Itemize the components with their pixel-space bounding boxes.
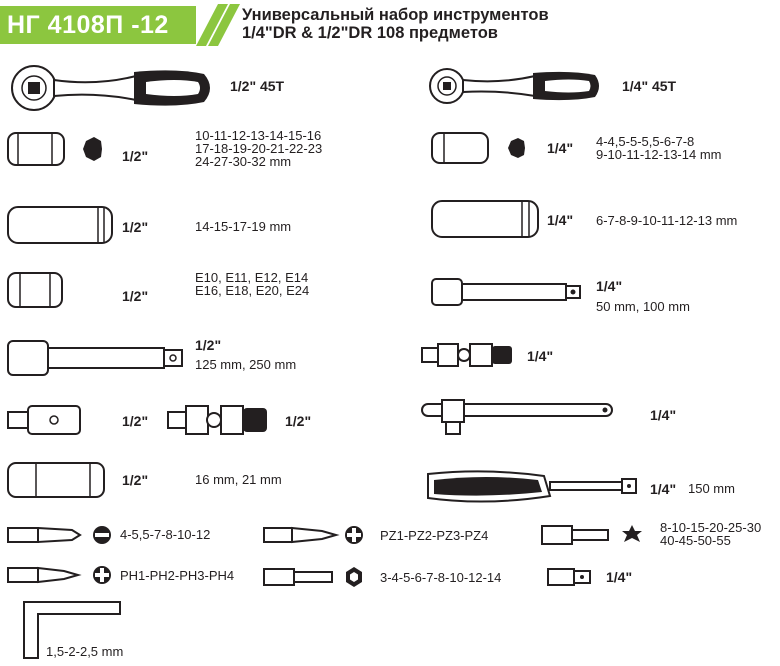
bit-driver-quarter-icon [426, 466, 640, 506]
socket-quarter-deep-drive: 1/4" [547, 212, 574, 228]
bits-hex-sizes: 3-4-5-6-7-8-10-12-14 [380, 570, 502, 585]
spark-plug-half-icon [6, 460, 106, 500]
bits-phillips-sizes: PH1-PH2-PH3-PH4 [120, 568, 235, 583]
socket-quarter-short-icon [430, 130, 530, 166]
extension-half-sizes: 125 mm, 250 mm [195, 357, 297, 372]
size-line: 10-11-12-13-14-15-16 [195, 128, 322, 143]
model-badge: НГ 4108П -12 [0, 6, 196, 44]
torx-socket-half-icon [6, 270, 66, 310]
torx-socket-half-sizes [195, 271, 309, 297]
title-line-1: Универсальный набор инструментов [242, 6, 549, 24]
size-line: 40-45-50-55 [660, 533, 731, 548]
socket-half-short-drive: 1/2" [122, 148, 149, 164]
bits-torx-sizes [660, 521, 761, 547]
extension-half-icon [6, 338, 188, 378]
ratchet-half-label: 1/2" 45T [230, 78, 285, 94]
socket-quarter-short-sizes [596, 135, 721, 161]
bit-driver-quarter-sizes: 150 mm [688, 481, 735, 496]
universal-joint-half-icon [166, 402, 270, 438]
page-title [242, 6, 549, 42]
bit-pozidriv-icon [262, 522, 366, 548]
bit-slotted-icon [6, 522, 112, 548]
bit-driver-quarter-drive: 1/4" [650, 481, 677, 497]
t-handle-quarter-drive: 1/4" [650, 407, 677, 423]
bit-adapter-quarter-icon [546, 566, 594, 588]
size-line: 9-10-11-12-13-14 mm [596, 147, 722, 162]
size-line: E10, E11, E12, E14 [195, 270, 309, 285]
extension-quarter-icon [430, 276, 586, 310]
bit-phillips-icon [6, 562, 112, 588]
ratchet-quarter-icon [425, 66, 605, 106]
extension-half-drive: 1/2" [195, 337, 222, 353]
socket-half-short-icon [6, 130, 106, 168]
bit-torx-icon [540, 522, 644, 548]
extension-quarter-sizes: 50 mm, 100 mm [596, 299, 690, 314]
extension-quarter-drive: 1/4" [596, 278, 623, 294]
spark-plug-half-sizes: 16 mm, 21 mm [195, 472, 282, 487]
socket-half-deep-drive: 1/2" [122, 219, 149, 235]
spark-plug-half-drive: 1/2" [122, 472, 149, 488]
bit-adapter-quarter-drive: 1/4" [606, 569, 633, 585]
decorative-stripes [186, 4, 242, 46]
hex-key-sizes: 1,5-2-2,5 mm [46, 644, 124, 659]
adapter-half-icon [6, 404, 82, 436]
ratchet-quarter-label: 1/4" 45T [622, 78, 677, 94]
adapter-half-drive: 1/2" [122, 413, 149, 429]
torx-socket-half-drive: 1/2" [122, 288, 149, 304]
socket-half-deep-icon [6, 203, 116, 247]
socket-quarter-short-drive: 1/4" [547, 140, 574, 156]
socket-quarter-deep-sizes: 6-7-8-9-10-11-12-13 mm [596, 213, 738, 228]
socket-half-deep-sizes: 14-15-17-19 mm [195, 219, 292, 234]
size-line: 8-10-15-20-25-30 [660, 520, 762, 535]
socket-quarter-deep-icon [430, 198, 542, 240]
bits-pozidriv-sizes: PZ1-PZ2-PZ3-PZ4 [380, 528, 489, 543]
universal-joint-half-drive: 1/2" [285, 413, 312, 429]
bit-hex-icon [262, 564, 368, 590]
bits-slotted-sizes: 4-5,5-7-8-10-12 [120, 527, 211, 542]
t-handle-quarter-icon [420, 398, 616, 438]
size-line: 24-27-30-32 mm [195, 154, 292, 169]
size-line: 4-4,5-5-5,5-6-7-8 [596, 134, 695, 149]
universal-joint-quarter-drive: 1/4" [527, 348, 554, 364]
universal-joint-quarter-icon [420, 340, 516, 370]
size-line: 17-18-19-20-21-22-23 [195, 141, 323, 156]
size-line: E16, E18, E20, E24 [195, 283, 310, 298]
ratchet-half-icon [6, 64, 216, 114]
socket-half-short-sizes [195, 129, 322, 168]
title-line-2: 1/4"DR & 1/2"DR 108 предметов [242, 24, 498, 42]
